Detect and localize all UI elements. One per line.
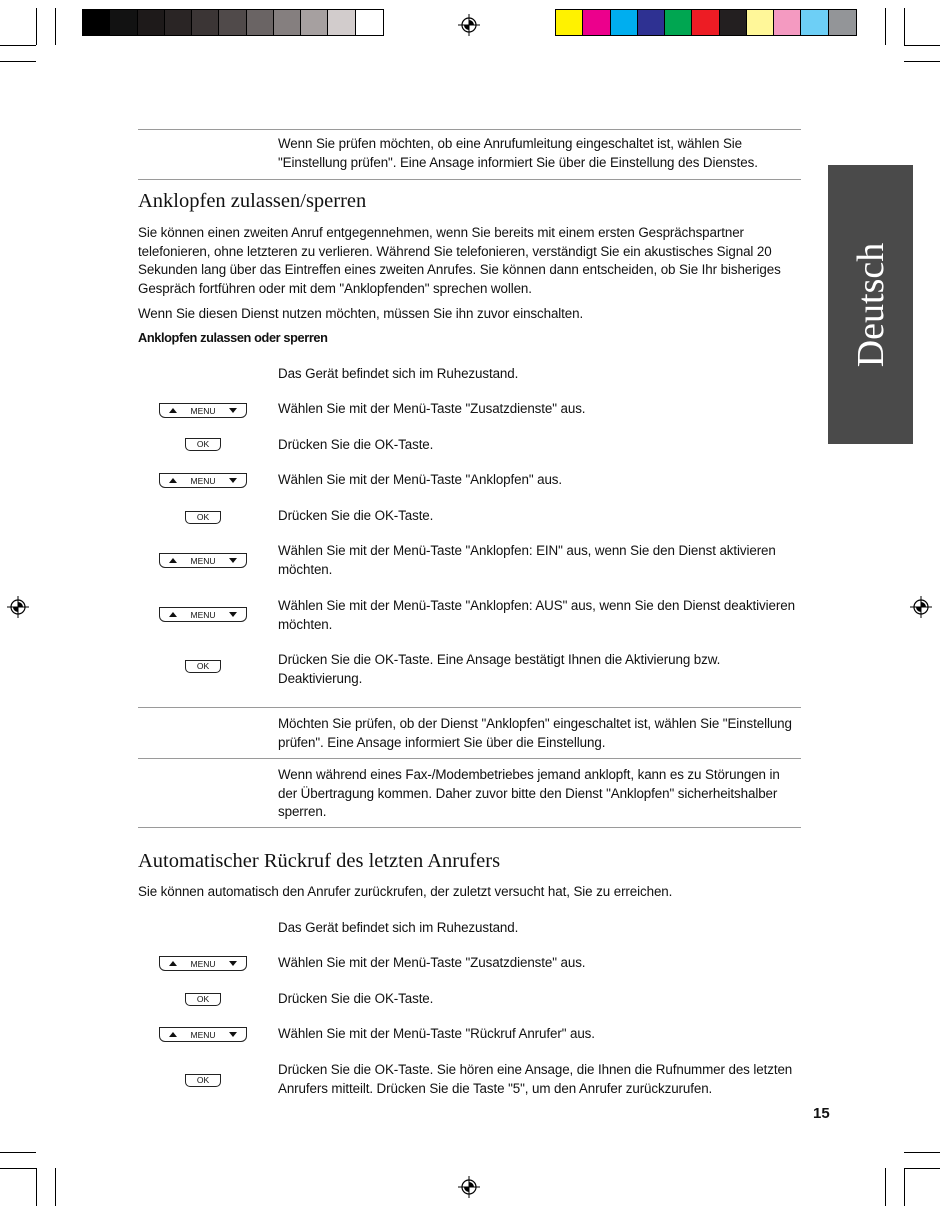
side-tab-label: Deutsch bbox=[849, 242, 892, 367]
color-swatch bbox=[638, 10, 665, 35]
color-swatch bbox=[692, 10, 719, 35]
subheading: Anklopfen zulassen oder sperren bbox=[138, 330, 328, 345]
paragraph: Wenn Sie diesen Dienst nutzen möchten, müssen Sie ihn zuvor einschalten. bbox=[138, 306, 584, 321]
grayscale-color-bar bbox=[82, 9, 384, 36]
step-text: Drücken Sie die OK-Taste. bbox=[278, 508, 434, 523]
ok-key-icon: OK bbox=[185, 1074, 221, 1087]
color-swatch bbox=[301, 10, 328, 35]
crop-mark bbox=[0, 1152, 36, 1153]
color-swatch bbox=[247, 10, 274, 35]
crop-mark bbox=[904, 45, 940, 46]
crop-mark bbox=[0, 45, 36, 46]
step-text: Drücken Sie die OK-Taste. Sie hören eine Ansage, die Ihnen die Rufnummer des letzten Anrufers mitteilt. Drücken Sie die Taste "5", um den Anrufer zurückzurufen. bbox=[278, 1062, 793, 1096]
step-text: Wählen Sie mit der Menü-Taste "Anklopfen: AUS" aus, wenn Sie den Dienst deaktivieren möchten. bbox=[278, 598, 795, 632]
color-swatch bbox=[165, 10, 192, 35]
color-swatch bbox=[720, 10, 747, 35]
registration-mark-icon bbox=[458, 1176, 480, 1198]
crop-mark bbox=[904, 1152, 940, 1153]
crop-mark bbox=[36, 8, 37, 45]
divider bbox=[138, 758, 801, 759]
step-text: Wählen Sie mit der Menü-Taste "Anklopfen: EIN" aus, wenn Sie den Dienst aktivieren möchten. bbox=[278, 543, 776, 577]
crop-mark bbox=[885, 1168, 886, 1206]
divider bbox=[138, 179, 801, 180]
color-swatch bbox=[829, 10, 856, 35]
ok-key-icon: OK bbox=[185, 660, 221, 673]
cmyk-color-bar bbox=[555, 9, 857, 36]
note: Möchten Sie prüfen, ob der Dienst "Anklopfen" eingeschaltet ist, wählen Sie "Einstellung prüfen". Eine Ansage informiert Sie über die Einstellung. bbox=[278, 716, 792, 750]
menu-key-label: MENU bbox=[190, 405, 216, 416]
menu-key-icon bbox=[159, 607, 247, 622]
intro-note: Wenn Sie prüfen möchten, ob eine Anrufumleitung eingeschaltet ist, wählen Sie "Einstellung prüfen". Eine Ansage informiert Sie über die Einstellung des Dienstes. bbox=[278, 136, 758, 170]
crop-mark bbox=[0, 1168, 36, 1169]
menu-key-label: MENU bbox=[190, 475, 216, 486]
step-text: Wählen Sie mit der Menü-Taste "Zusatzdienste" aus. bbox=[278, 401, 586, 416]
crop-mark bbox=[55, 8, 56, 45]
crop-mark bbox=[36, 1168, 37, 1206]
crop-mark bbox=[885, 8, 886, 45]
color-swatch bbox=[83, 10, 110, 35]
step-text: Das Gerät befindet sich im Ruhezustand. bbox=[278, 366, 519, 381]
crop-mark bbox=[904, 8, 905, 45]
note: Wenn während eines Fax-/Modembetriebes jemand anklopft, kann es zu Störungen in der Übertragung kommen. Daher zuvor bitte den Dienst "Anklopfen" sicherheitshalber sperren. bbox=[278, 767, 780, 820]
registration-mark-icon bbox=[458, 14, 480, 36]
color-swatch bbox=[274, 10, 301, 35]
color-swatch bbox=[138, 10, 165, 35]
color-swatch bbox=[583, 10, 610, 35]
color-swatch bbox=[110, 10, 137, 35]
step-text: Wählen Sie mit der Menü-Taste "Rückruf Anrufer" aus. bbox=[278, 1026, 595, 1041]
section-heading: Automatischer Rückruf des letzten Anrufers bbox=[138, 850, 501, 872]
menu-key-icon bbox=[159, 473, 247, 488]
menu-key-icon bbox=[159, 553, 247, 568]
page-number: 15 bbox=[813, 1105, 830, 1122]
menu-key-icon bbox=[159, 1027, 247, 1042]
registration-mark-icon bbox=[910, 596, 932, 618]
color-swatch bbox=[356, 10, 383, 35]
color-swatch bbox=[747, 10, 774, 35]
ok-key-icon: OK bbox=[185, 511, 221, 524]
color-swatch bbox=[801, 10, 828, 35]
crop-mark bbox=[904, 61, 940, 62]
divider bbox=[138, 827, 801, 828]
step-text: Das Gerät befindet sich im Ruhezustand. bbox=[278, 920, 519, 935]
step-text: Drücken Sie die OK-Taste. bbox=[278, 437, 434, 452]
paragraph: Sie können einen zweiten Anruf entgegennehmen, wenn Sie bereits mit einem ersten Gesprächspartner telefonieren, ohne letzteren zu verlieren. Während Sie telefonieren, verständigt Sie ein akustisches Signal 20 Sekunden lang über das Eintreffen eines zweiten Anrufes. Sie können dann entscheiden, ob Sie Ihr bisheriges Gespräch fortführen oder mit dem "Anklopfenden" sprechen wollen. bbox=[138, 225, 781, 296]
crop-mark bbox=[904, 1168, 940, 1169]
color-swatch bbox=[192, 10, 219, 35]
color-swatch bbox=[219, 10, 246, 35]
step-text: Drücken Sie die OK-Taste. bbox=[278, 991, 434, 1006]
color-swatch bbox=[328, 10, 355, 35]
crop-mark bbox=[904, 1168, 905, 1206]
crop-mark bbox=[0, 61, 36, 62]
crop-mark bbox=[55, 1168, 56, 1206]
ok-key-icon: OK bbox=[185, 993, 221, 1006]
menu-key-label: MENU bbox=[190, 958, 216, 969]
section-heading: Anklopfen zulassen/sperren bbox=[138, 190, 367, 212]
color-swatch bbox=[556, 10, 583, 35]
step-text: Wählen Sie mit der Menü-Taste "Zusatzdienste" aus. bbox=[278, 955, 586, 970]
menu-key-label: MENU bbox=[190, 609, 216, 620]
menu-key-icon bbox=[159, 956, 247, 971]
paragraph: Sie können automatisch den Anrufer zurückrufen, der zuletzt versucht hat, Sie zu erreichen. bbox=[138, 884, 673, 899]
menu-key-label: MENU bbox=[190, 1029, 216, 1040]
language-side-tab bbox=[828, 165, 913, 444]
color-swatch bbox=[611, 10, 638, 35]
step-text: Drücken Sie die OK-Taste. Eine Ansage bestätigt Ihnen die Aktivierung bzw. Deaktivierung. bbox=[278, 652, 721, 686]
ok-key-icon: OK bbox=[185, 438, 221, 451]
color-swatch bbox=[774, 10, 801, 35]
menu-key-label: MENU bbox=[190, 555, 216, 566]
color-swatch bbox=[665, 10, 692, 35]
menu-key-icon bbox=[159, 403, 247, 418]
divider bbox=[138, 129, 801, 130]
step-text: Wählen Sie mit der Menü-Taste "Anklopfen" aus. bbox=[278, 472, 563, 487]
divider bbox=[138, 707, 801, 708]
registration-mark-icon bbox=[7, 596, 29, 618]
